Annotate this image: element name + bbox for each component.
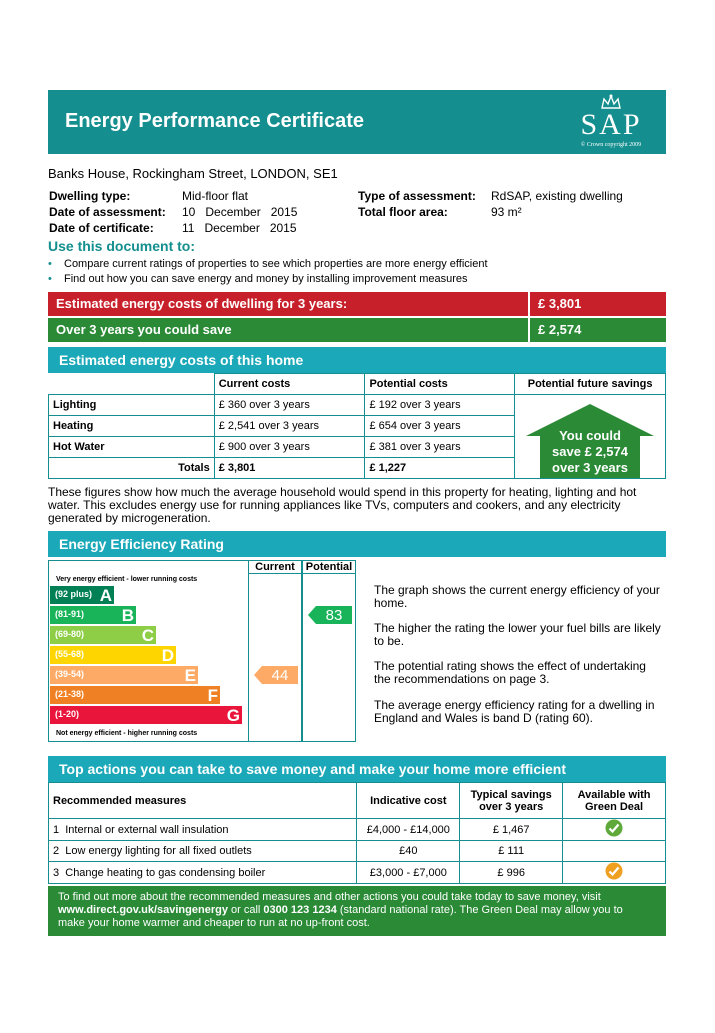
savings-arrow (524, 402, 656, 480)
estimated-cost-value: £ 3,801 (530, 292, 666, 316)
current-rating-value: 44 (271, 667, 289, 684)
dwelling-type-label: Dwelling type: (49, 189, 131, 203)
col-current-costs: Current costs (214, 374, 365, 395)
band-range: (39-54) (55, 669, 85, 679)
band-letter: B (121, 606, 134, 625)
col-measures: Recommended measures (49, 783, 357, 819)
savings-value: £ 2,574 (530, 318, 666, 342)
estimated-cost-bar (48, 292, 666, 316)
save-arrow-line1: You could (559, 428, 621, 443)
date-assessment-value: 10 December 2015 (182, 205, 298, 219)
col-green-deal: Available with Green Deal (563, 783, 666, 819)
potential-rating-arrow (308, 606, 352, 624)
rating-band-b (50, 606, 136, 624)
top-note: Very energy efficient - lower running costs (56, 576, 198, 583)
table-row: 1 Internal or external wall insulation £4,000 - £14,000 £ 1,467 (49, 819, 666, 841)
save-arrow-line3: over 3 years (552, 460, 628, 475)
col-indicative-cost: Indicative cost (357, 783, 460, 819)
bottom-note: Not energy efficient - higher running costs (56, 730, 198, 737)
table-row: Hot Water £ 900 over 3 years £ 381 over 3 years (49, 437, 666, 458)
savingenergy-link[interactable]: www.direct.gov.uk/savingenergy (58, 904, 228, 916)
eer-text-2: The higher the rating the lower your fuel bills are likely to be. (374, 621, 661, 648)
sap-logo (566, 94, 656, 150)
type-assessment-value: RdSAP, existing dwelling (491, 189, 623, 203)
estimated-cost-label: Estimated energy costs of dwelling for 3 years: (48, 292, 528, 316)
band-range: (55-68) (55, 649, 85, 659)
bullet-item: • Compare current ratings of properties to see which properties are more energy efficient (48, 258, 488, 270)
orange-check-icon (605, 862, 623, 880)
certificate-header (48, 90, 666, 154)
potential-column (302, 574, 356, 742)
table-row: 3 Change heating to gas condensing boiler £3,000 - £7,000 £ 996 (49, 862, 666, 884)
type-assessment-label: Type of assessment: (358, 189, 476, 203)
current-rating-arrow (254, 666, 298, 684)
date-certificate-label: Date of certificate: (49, 221, 154, 235)
rating-band-d (50, 646, 176, 664)
floor-area-value: 93 m² (491, 205, 522, 219)
bullet-item: • Find out how you can save energy and money by installing improvement measures (48, 273, 468, 285)
dwelling-type-value: Mid-floor flat (182, 189, 249, 203)
actions-section-heading: Top actions you can take to save money and make your home more efficient (48, 756, 666, 782)
eer-text-1: The graph shows the current energy efficiency of your home. (374, 583, 660, 610)
date-assessment-label: Date of assessment: (49, 205, 166, 219)
band-letter: C (141, 626, 154, 645)
certificate-page (48, 90, 666, 929)
band-range: (21-38) (55, 689, 85, 699)
property-address: Banks House, Rockingham Street, LONDON, SE1 (48, 166, 338, 181)
crown-copyright: © Crown copyright 2009 (580, 142, 642, 148)
page-title: Energy Performance Certificate (65, 110, 365, 132)
band-letter: E (184, 666, 196, 685)
col-potential-rating: Potential (302, 560, 356, 574)
table-row: Lighting £ 360 over 3 years £ 192 over 3 years (49, 395, 666, 416)
footer-info: To find out more about the recommended measures and other actions you could take today to save money, visit www.direct.gov.uk/savingenergy or call 0300 123 1234 (standard national rate). The Green Deal may allow you to make your home warmer and cheaper to run at no up-front cost. (48, 886, 666, 936)
green-check-icon (605, 819, 623, 837)
savings-label: Over 3 years you could save (48, 318, 528, 342)
phone-number: 0300 123 1234 (263, 904, 337, 916)
use-document-heading: Use this document to: (48, 238, 196, 254)
band-range: (92 plus) (55, 589, 93, 599)
table-row: 2 Low energy lighting for all fixed outlets £40 £ 111 (49, 841, 666, 862)
savings-bar (48, 318, 666, 342)
energy-rating-chart (48, 560, 358, 746)
col-current-rating: Current (248, 560, 302, 574)
band-range: (81-91) (55, 609, 85, 619)
rating-band-f (50, 686, 220, 704)
rating-band-c (50, 626, 156, 644)
eer-text-4: The average energy efficiency rating for a dwelling in England and Wales is band D (rating 60). (374, 698, 655, 725)
band-letter: G (226, 706, 240, 725)
col-potential-costs: Potential costs (365, 374, 515, 395)
save-arrow-line2: save £ 2,574 (552, 444, 628, 459)
table-row: Heating £ 2,541 over 3 years £ 654 over 3 years (49, 416, 666, 437)
band-letter: A (99, 586, 112, 605)
eer-text-3: The potential rating shows the effect of undertaking the recommendations on page 3. (374, 659, 646, 686)
col-future-savings: Potential future savings (515, 374, 666, 395)
rating-band-e (50, 666, 198, 684)
band-range: (69-80) (55, 629, 85, 639)
eer-section-heading: Energy Efficiency Rating (48, 531, 666, 557)
floor-area-label: Total floor area: (358, 205, 448, 219)
costs-section-heading: Estimated energy costs of this home (48, 347, 666, 373)
costs-note: These figures show how much the average household would spend in this property for heating, lighting and hot water. This excludes energy use for running appliances like TVs, computers and cookers, and any electricity generated by microgeneration. (48, 485, 637, 525)
band-letter: F (207, 686, 218, 705)
sap-logo-text: SAP (580, 108, 642, 141)
rating-band-a (50, 586, 114, 604)
potential-rating-value: 83 (325, 607, 343, 624)
current-column (248, 574, 302, 742)
date-certificate-value: 11 December 2015 (182, 221, 297, 235)
band-letter: D (161, 646, 174, 665)
totals-row: Totals £ 3,801 £ 1,227 (49, 458, 666, 479)
actions-table (48, 782, 666, 884)
rating-band-g (50, 706, 242, 724)
band-range: (1-20) (55, 709, 80, 719)
col-typical-savings: Typical savings over 3 years (460, 783, 563, 819)
